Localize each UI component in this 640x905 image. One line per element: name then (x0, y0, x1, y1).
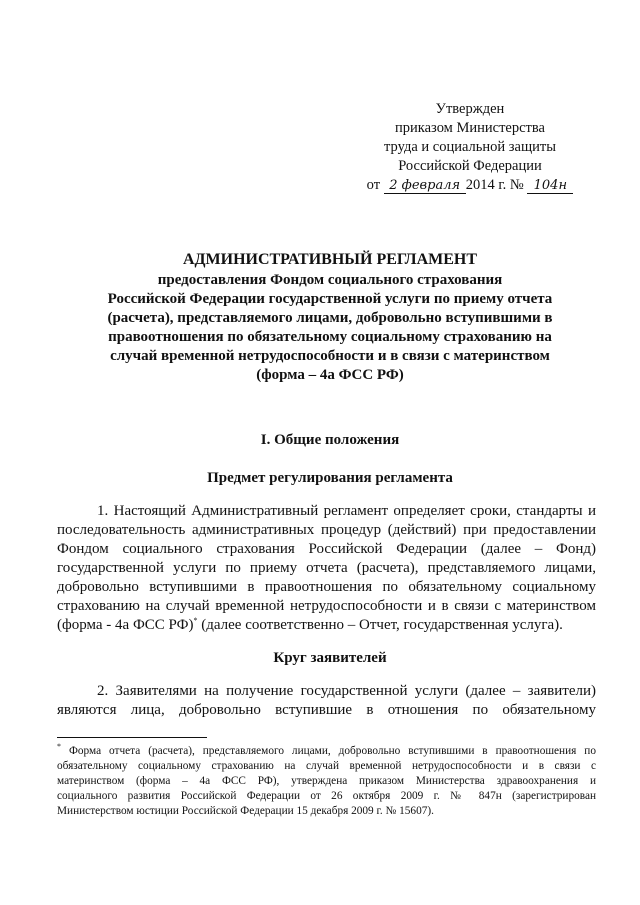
title-line: (расчета), представляемого лицами, добровольно вступившими в (107, 310, 553, 326)
handwritten-number: 104н (527, 178, 573, 194)
footnote-line: материнством (форма – 4а ФСС РФ), утверждена приказом Министерства здравоохранения и (57, 775, 596, 787)
footnote-line (57, 744, 596, 759)
title-line: правоотношения по обязательному социальному страхованию на (108, 329, 552, 345)
paragraph-line: добровольно вступившими в правоотношения по обязательному социальному (57, 579, 596, 595)
footnote (57, 744, 596, 819)
handwritten-date: 2 февраля (384, 178, 466, 194)
paragraph-line: государственной услуги по приему отчета (расчета), представляемого лицами, (57, 560, 596, 576)
section-heading-applicants: Круг заявителей (273, 650, 387, 666)
title-line: случай временной нетрудоспособности и в связи с материнством (110, 348, 550, 364)
footnote-line: обязательному социальному страхованию на случай временной нетрудоспособности и в связи с (57, 760, 596, 772)
form-reference: (форма - 4а ФСС РФ) (57, 617, 194, 633)
approval-line-3: труда и социальной защиты (384, 139, 556, 155)
paragraph-1 (57, 502, 596, 635)
section-heading-general: I. Общие положения (260, 432, 400, 448)
approval-stamp (340, 100, 600, 195)
paragraph-line: 1. Настоящий Административный регламент определяет сроки, стандарты и (97, 503, 596, 519)
footnote-line: Министерством юстиции Российской Федерации 15 декабря 2009 г. № 15607). (57, 805, 434, 817)
paragraph-line (57, 616, 596, 635)
approval-date-line (340, 176, 600, 195)
approval-line-2: приказом Министерства (395, 120, 545, 136)
footnote-mark: * (57, 742, 61, 752)
footnote-mark[interactable]: * (193, 616, 198, 625)
paragraph-line: 2. Заявителями на получение государственной услуги (далее – заявители) (97, 683, 596, 699)
subheading-subject: Предмет регулирования регламента (207, 470, 453, 486)
date-prefix: от (366, 177, 381, 193)
footnote-line: социального развития Российской Федерации от 26 октября 2009 г. № 847н (зарегистрирован (57, 790, 596, 802)
year-text: 2014 г. № (465, 177, 524, 193)
approval-line-4: Российской Федерации (398, 158, 542, 174)
paragraph-line: Фондом социального страхования Российской Федерации (далее – Фонд) (57, 541, 596, 557)
approval-line-1: Утвержден (435, 101, 505, 117)
title-line: Российской Федерации государственной услуги по приему отчета (107, 291, 553, 307)
paragraph-line: страхованию на случай временной нетрудоспособности и в связи с материнством (57, 598, 596, 614)
title-line: (форма – 4а ФСС РФ) (256, 367, 404, 383)
footnote-divider (57, 737, 207, 738)
title-main: АДМИНИСТРАТИВНЫЙ РЕГЛАМЕНТ (182, 251, 478, 268)
paragraph-line: являются лица, добровольно вступившие в отношения по обязательному (57, 702, 596, 718)
footnote-text: Форма отчета (расчета), представляемого лицами, добровольно вступившими в правоотношения по (61, 745, 596, 757)
document-title (90, 250, 570, 385)
paragraph-tail: (далее соответственно – Отчет, государственная услуга). (197, 617, 563, 633)
paragraph-2 (57, 682, 596, 720)
paragraph-line: последовательность административных процедур (действий) при предоставлении (57, 522, 596, 538)
title-line: предоставления Фондом социального страхования (157, 272, 503, 288)
